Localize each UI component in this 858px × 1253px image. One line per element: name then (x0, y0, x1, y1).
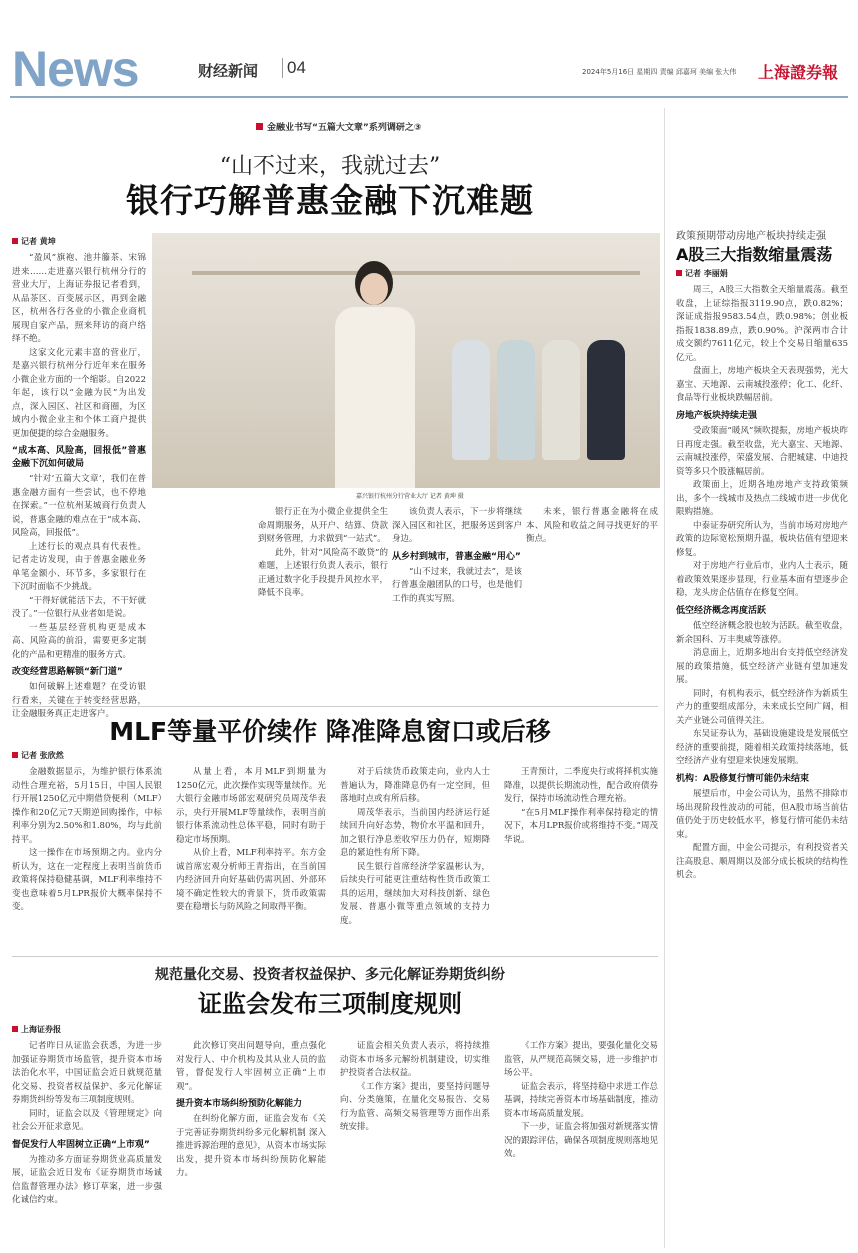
feature-paragraph: “针对‘五篇大文章’，我们在普惠金融方面有一些尝试，也不停地在探索。”一位杭州某城商行负责人说，普惠金融的难点在于“成本高、风险高，回报低”。 (12, 474, 146, 538)
right-paragraph: 消息面上，近期多地出台支持低空经济发展的政策措施，低空经济产业链有望加速发展。 (676, 648, 848, 685)
feature-paragraph: 上述行长的观点具有代表性。记者走访发现，由于普惠金融业务单笔金额小、环节多，多家银行在下沉时面临不少挑战。 (12, 541, 146, 592)
mlf-paragraph: 这一操作在市场预期之内。业内分析认为，这在一定程度上表明当前货币政策将保持稳健基调，MLF利率维持不变也意味着5月LPR报价大概率保持不变。 (12, 848, 162, 912)
photo-dress (452, 340, 490, 460)
rules-column-3 (340, 1040, 490, 1245)
right-paragraph: 东吴证券认为，基础设施建设是发展低空经济的重要前提，随着相关政策持续落地，低空经济产业有望迎来快速发展期。 (676, 729, 848, 766)
mlf-byline-text: 记者 张欣然 (21, 751, 64, 760)
newspaper-logo: 上海證券報 (758, 63, 839, 82)
red-square-icon (12, 1026, 18, 1032)
mlf-paragraph: 从价上看，MLF利率持平。东方金诚首席宏观分析师王青指出，在当前国内经济回升向好基础仍需巩固、外部环境不确定性较大的背景下，货币政策需要在稳增长与防风险之间取得平衡。 (176, 848, 326, 912)
mlf-column-1 (12, 766, 162, 946)
feature-column-4 (526, 506, 658, 706)
photo-person (327, 261, 423, 488)
rules-subheadline: 规范量化交易、投资者权益保护、多元化解证券期货纠纷 (155, 967, 505, 983)
section-name: 财经新闻 (198, 62, 259, 80)
rules-subhead: 提升资本市场纠纷预防化解能力 (176, 1099, 303, 1109)
feature-paragraph: 一些基层经营机构更是成本高、风险高的前沿，需要更多定制化的产品和更精准的服务方式。 (12, 622, 146, 660)
red-square-icon (12, 238, 18, 244)
mlf-column-4 (504, 766, 658, 946)
rules-column-1 (12, 1040, 162, 1245)
mlf-byline (12, 750, 64, 761)
right-subhead: 低空经济概念再度活跃 (676, 605, 767, 616)
mlf-paragraph: 金融数据显示，为维护银行体系流动性合理充裕，5月15日，中国人民银行开展1250亿元中期借贷便利（MLF）操作和20亿元7天期逆回购操作，中标利率分别为2.50%和1.80%，均与此前持平。 (12, 767, 162, 845)
right-paragraph: 展望后市，中金公司认为，虽然不排除市场出现阶段性波动的可能，但A股市场当前估值仍处于历史较低水平，修复行情可能仍未结束。 (676, 789, 848, 840)
rules-paragraph: 在纠纷化解方面，证监会发布《关于完善证券期货纠纷多元化解机制 深入推进诉源治理的意见》，从资本市场实际出发，提升资本市场纠纷预防化解能力。 (176, 1114, 326, 1178)
right-paragraph: 政策面上，近期各地房地产支持政策频出，多个一线城市及热点二线城市进一步优化限购措施。 (676, 480, 848, 517)
right-paragraph: 周三，A股三大指数全天缩量震荡。截至收盘，上证综指报3119.90点，跌0.82%；深证成指报9583.54点，跌0.98%；创业板指报1838.89点，跌0.90%。沪深两市合计成交额约7611亿元，较上个交易日缩量635亿元。 (676, 285, 848, 363)
rules-paragraph: 《工作方案》提出，要强化量化交易监管，从严规范高频交易，进一步维护市场公平。 (504, 1041, 658, 1078)
series-tag (256, 120, 421, 133)
feature-subhead: “成本高、风险高，回报低”普惠金融下沉如何破局 (12, 446, 146, 469)
mlf-paragraph: 对于后续货币政策走向，业内人士普遍认为，降准降息仍有一定空间，但落地时点或有所后移。 (340, 767, 490, 804)
right-paragraph: 同时，有机构表示，低空经济作为新质生产力的重要组成部分，未来成长空间广阔，相关产业链公司值得关注。 (676, 688, 848, 726)
feature-column-3 (392, 506, 522, 706)
mlf-column-3 (340, 766, 490, 946)
rules-column-2 (176, 1040, 326, 1245)
rules-paragraph: 此次修订突出问题导向，重点强化对发行人、中介机构及其从业人员的监管，督促发行人牢固树立正确“上市观”。 (176, 1041, 326, 1092)
feature-paragraph: 这家文化元素丰富的营业厅，是嘉兴银行杭州分行近年来在服务小微企业方面的一个缩影。自2022年起，该行以“金融为民”为出发点，深入园区、社区和商圈，为区域内小微企业主和个体工商户提供更加便捷的综合金融服务。 (12, 347, 146, 439)
column-rule (664, 108, 665, 1248)
mlf-paragraph: 周茂华表示，当前国内经济运行延续回升向好态势，物价水平温和回升，加之银行净息差收窄压力仍存，短期降息的紧迫性有所下降。 (340, 807, 490, 858)
rules-headline: 证监会发布三项制度规则 (198, 990, 462, 1018)
mlf-headline: MLF等量平价续作 降准降息窗口或后移 (109, 717, 551, 746)
right-headline: A股三大指数缩量震荡 (676, 245, 833, 264)
news-logo: News (12, 41, 139, 97)
feature-photo (152, 233, 660, 488)
right-byline-text: 记者 李丽娟 (685, 269, 728, 278)
mlf-paragraph: “在5月MLF操作利率保持稳定的情况下，本月LPR报价或将维持不变。”周茂华说。 (504, 807, 658, 845)
right-paragraph: 盘面上，房地产板块全天表现强势，光大嘉宝、天地源、云南城投涨停；化工、化纤、食品等行业板块跌幅居前。 (676, 366, 848, 403)
photo-caption: 嘉兴银行杭州分行营业大厅 记者 黄坤 摄 (356, 493, 464, 500)
rules-paragraph: 下一步，证监会将加强对新规落实情况的跟踪评估，确保各项制度规则落地见效。 (504, 1122, 658, 1159)
rules-paragraph: 《工作方案》提出，要坚持问题导向、分类施策，在量化交易报告、交易行为监管、高频交易管理等方面作出系统安排。 (340, 1081, 490, 1132)
mlf-paragraph: 民生银行首席经济学家温彬认为，后续央行可能更注重结构性货币政策工具的运用，继续加大对科技创新、绿色发展、普惠小微等重点领域的支持力度。 (340, 861, 490, 926)
rules-column-4 (504, 1040, 658, 1245)
feature-paragraph: 如何破解上述难题？在受访银行看来，关键在于转变经营思路，让金融服务真正走进客户。 (12, 682, 146, 719)
rules-paragraph: 证监会表示，将坚持稳中求进工作总基调，持续完善资本市场基础制度，推动资本市场高质量发展。 (504, 1081, 658, 1119)
right-paragraph: 受政策面“暖风”频吹提振，房地产板块昨日再度走强。截至收盘，光大嘉宝、天地源、云南城投涨停，荣盛发展、合肥城建、中迪投资等多只个股涨幅居前。 (676, 426, 848, 477)
mlf-paragraph: 从量上看，本月MLF到期量为1250亿元，此次操作实现等量续作。光大银行金融市场部宏观研究员周茂华表示，央行开展MLF等量续作，表明当前银行体系流动性总体平稳，同时有助于稳定市场预期。 (176, 767, 326, 845)
feature-paragraph: 此外，针对“风险高不敢贷”的难题，上述银行负责人表示，银行正通过数字化手段提升风控水平，降低不良率。 (258, 547, 388, 598)
feature-byline-text: 记者 黄坤 (21, 237, 56, 246)
mlf-paragraph: 王青预计，二季度央行或将择机实施降准，以提供长期流动性，配合政府债券发行，保持市场流动性合理充裕。 (504, 767, 658, 804)
right-paragraph: 中泰证券研究所认为，当前市场对房地产政策的边际宽松预期升温，板块估值有望迎来修复。 (676, 520, 848, 558)
series-tag-text: 金融业书写“五篇大文章”系列调研之③ (267, 123, 422, 133)
right-subhead: 房地产板块持续走强 (676, 410, 758, 421)
feature-lead: “盈风”旗袍、池井籐茶、宋锦进来……走进嘉兴银行杭州分行的营业大厅，上海证券报记者看到，从品茶区、百变展示区，再到金融区，杭州各行各业的小微企业商机展现自家产品，照来拜访的商户络绎不绝。 (12, 253, 146, 344)
main-headline: 银行巧解普惠金融下沉难题 (126, 181, 534, 220)
section-divider (12, 706, 658, 707)
red-square-icon (676, 270, 682, 276)
mlf-column-2 (176, 766, 326, 946)
right-byline (676, 268, 728, 279)
right-kicker: 政策预期带动房地产板块持续走强 (676, 231, 826, 242)
page-number: 04 (282, 58, 306, 78)
red-square-icon (12, 752, 18, 758)
quote-headline: “山不过来，我就过去” (219, 154, 441, 179)
right-paragraph: 对于房地产行业后市，业内人士表示，随着政策效果逐步显现，行业基本面有望逐步企稳，龙头房企估值存在修复空间。 (676, 561, 848, 598)
feature-paragraph: 银行正在为小微企业提供全生命周期服务，从开户、结算、贷款到财务管理，力求做到“一站式”。 (258, 507, 388, 544)
photo-dress (497, 340, 535, 460)
red-square-icon (256, 123, 263, 130)
feature-paragraph: 未来，银行普惠金融将在成本、风险和收益之间寻找更好的平衡点。 (526, 507, 658, 544)
feature-paragraph: “干得好就能活下去，不干好就没了。”一位银行从业者如是说。 (12, 595, 146, 619)
masthead-rule (10, 96, 848, 98)
rules-byline-text: 上海证券报 (21, 1025, 61, 1034)
feature-column-1 (12, 252, 146, 719)
rules-paragraph: 同时，证监会以及《管理规定》向社会公开征求意见。 (12, 1108, 162, 1132)
masthead (0, 0, 858, 100)
right-column-body (676, 284, 848, 1244)
right-paragraph: 配置方面，中金公司提示，有利投资者关注高股息、顺周期以及部分成长板块的结构性机会。 (676, 843, 848, 880)
feature-subhead: 改变经营思路解锁“新门道” (12, 667, 123, 677)
right-paragraph: 低空经济概念股也较为活跃。截至收盘，新余国科、万丰奥威等涨停。 (676, 621, 848, 645)
feature-column-2 (258, 506, 388, 706)
rules-paragraph: 为推动多方面证券期货业高质量发展，证监会近日发布《证券期货市场诚信监督管理办法》修订草案，进一步强化诚信约束。 (12, 1154, 162, 1205)
photo-dress (542, 340, 580, 460)
feature-paragraph: “山不过来，我就过去”，是该行普惠金融团队的口号，也是他们工作的真实写照。 (392, 566, 522, 604)
right-subhead: 机构：A股修复行情可能仍未结束 (676, 773, 809, 784)
rules-byline (12, 1024, 61, 1035)
feature-paragraph: 该负责人表示，下一步将继续深入园区和社区，把服务送到客户身边。 (392, 507, 522, 544)
date-line: 2024年5月16日 星期四 责编 邱嘉珂 美编 张大伟 (582, 68, 737, 76)
section-divider (12, 956, 658, 957)
rules-subhead: 督促发行人牢固树立正确“上市观” (12, 1139, 150, 1150)
rules-paragraph: 证监会相关负责人表示，将持续推动资本市场多元解纷机制建设，切实维护投资者合法权益。 (340, 1041, 490, 1078)
rules-paragraph: 记者昨日从证监会获悉，为进一步加强证券期货市场监管，提升资本市场法治化水平，中国证监会近日就规范量化交易、投资者权益保护、多元化解证券期货纠纷等发布三项制度规则。 (12, 1041, 162, 1105)
feature-subhead: 从乡村到城市，普惠金融“用心” (392, 551, 521, 562)
photo-dress (587, 340, 625, 460)
feature-byline (12, 236, 56, 247)
